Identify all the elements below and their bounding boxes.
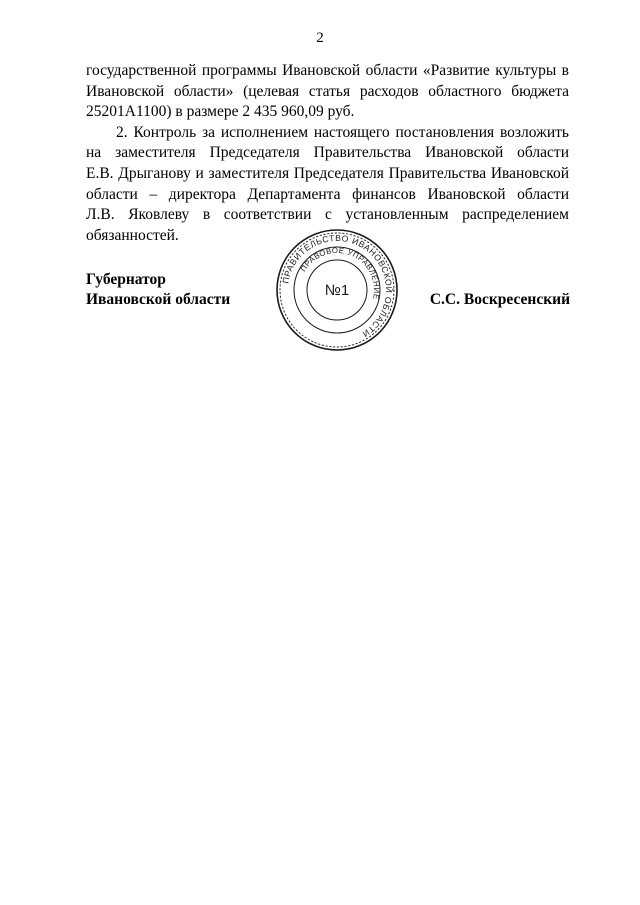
official-seal-stamp	[275, 228, 399, 352]
signatory-title	[86, 270, 230, 310]
page-number: 2	[316, 30, 324, 46]
seal-number: №1	[324, 282, 350, 299]
text-line: Л.В. Яковлеву в соответствии с установленным распределением	[86, 206, 569, 224]
document-body	[86, 61, 569, 246]
text-line: 2. Контроль за исполнением настоящего постановления возложить	[116, 123, 569, 141]
text-line: Е.В. Дрыганову и заместителя Председателя Правительства Ивановской	[86, 164, 569, 182]
signatory-name: С.С. Воскресенский	[429, 291, 570, 308]
signatory-title-line: Ивановской области	[86, 291, 231, 308]
seal-outer-text-path: ПРАВИТЕЛЬСТВО ИВАНОВСКОЙ ОБЛАСТИ	[280, 232, 395, 340]
text-line: 25201А1100) в размере 2 435 960,09 руб.	[86, 103, 355, 121]
text-line: области – директора Департамента финансов Ивановской области	[86, 185, 569, 203]
signatory-title-line: Губернатор	[86, 271, 166, 288]
text-line: Ивановской области» (целевая статья расходов областного бюджета	[86, 82, 569, 100]
paragraph-1	[86, 61, 569, 123]
text-line: государственной программы Ивановской области «Развитие культуры в	[86, 62, 569, 79]
text-line: на заместителя Председателя Правительства Ивановской области	[86, 144, 569, 162]
text-line: обязанностей.	[86, 226, 179, 244]
seal-inner-text-path: ПРАВОВОЕ УПРАВЛЕНИЕ	[298, 245, 382, 301]
